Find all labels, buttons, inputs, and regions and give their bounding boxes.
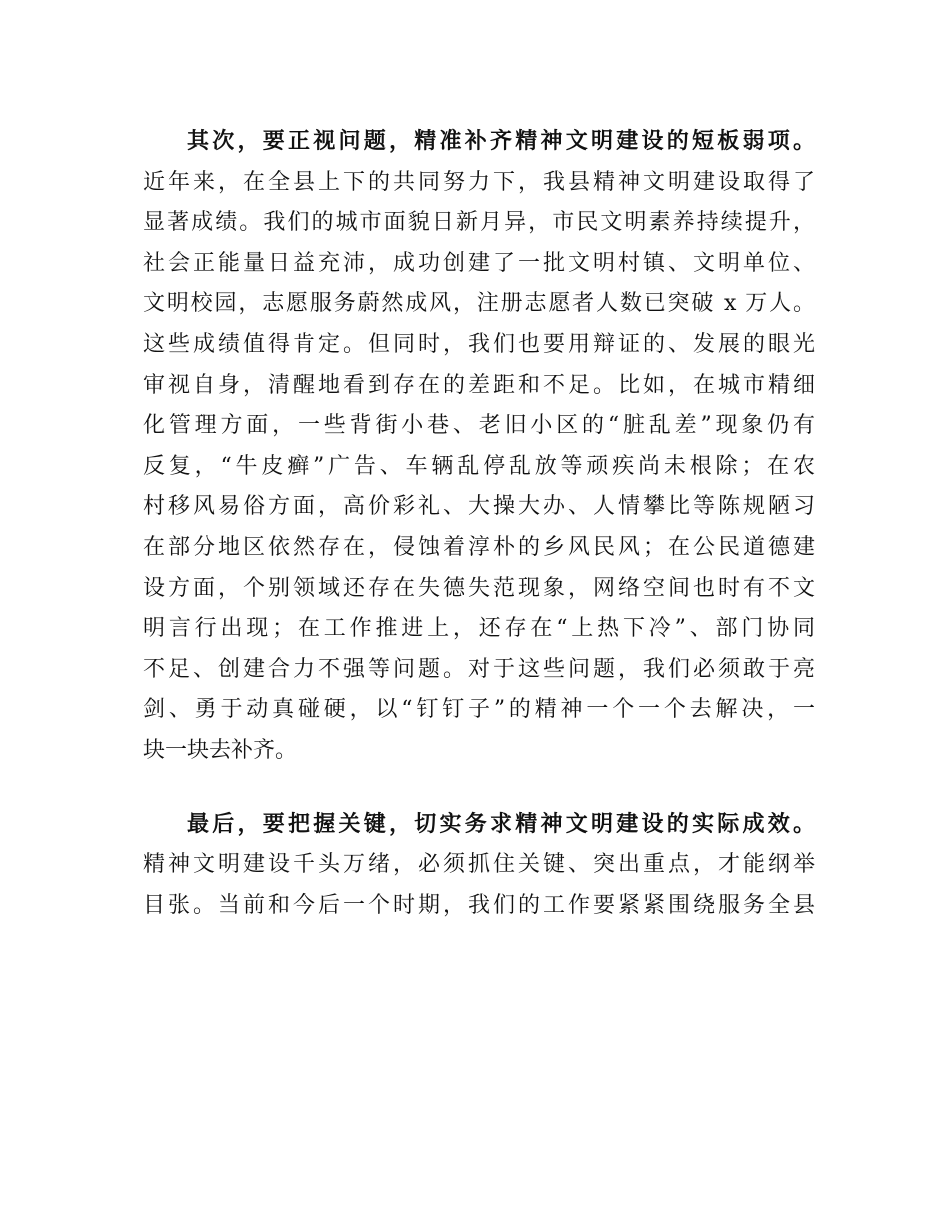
body-line: 化管理方面，一些背街小巷、老旧小区的“脏乱差”现象仍有 [143,413,815,439]
body-line: 不足、创建合力不强等问题。对于这些问题，我们必须敢于亮 [143,656,815,682]
document-page [143,122,815,926]
body-line: 近年来，在全县上下的共同努力下，我县精神文明建设取得了 [143,169,815,195]
paragraph-gap [143,772,815,805]
body-line: 审视自身，清醒地看到存在的差距和不足。比如，在城市精细 [143,372,815,398]
body-line: 块一块去补齐。 [143,737,298,763]
body-line: 反复，“牛皮癣”广告、车辆乱停乱放等顽疾尚未根除；在农 [143,453,815,479]
body-line: 文明校园，志愿服务蔚然成风，注册志愿者人数已突破 x 万人。 [143,291,815,317]
section-heading: 其次，要正视问题，精准补齐精神文明建设的短板弱项。 [187,129,815,154]
body-line: 村移风易俗方面，高价彩礼、大操大办、人情攀比等陈规陋习 [143,494,815,520]
body-line: 设方面，个别领域还存在失德失范现象，网络空间也时有不文 [143,575,815,601]
body-line: 剑、勇于动真碰硬，以“钉钉子”的精神一个一个去解决，一 [143,697,815,723]
body-line: 社会正能量日益充沛，成功创建了一批文明村镇、文明单位、 [143,250,815,276]
body-line: 精神文明建设千头万绪，必须抓住关键、突出重点，才能纲举 [143,852,815,878]
body-line: 显著成绩。我们的城市面貌日新月异，市民文明素养持续提升， [143,210,815,236]
body-line: 在部分地区依然存在，侵蚀着淳朴的乡风民风；在公民道德建 [143,534,815,560]
section-heading: 最后，要把握关键，切实务求精神文明建设的实际成效。 [187,811,815,837]
body-line: 这些成绩值得肯定。但同时，我们也要用辩证的、发展的眼光 [143,331,815,357]
body-line: 明言行出现；在工作推进上，还存在“上热下冷”、部门协同 [143,616,815,642]
body-line: 目张。当前和今后一个时期，我们的工作要紧紧围绕服务全县 [143,892,815,918]
